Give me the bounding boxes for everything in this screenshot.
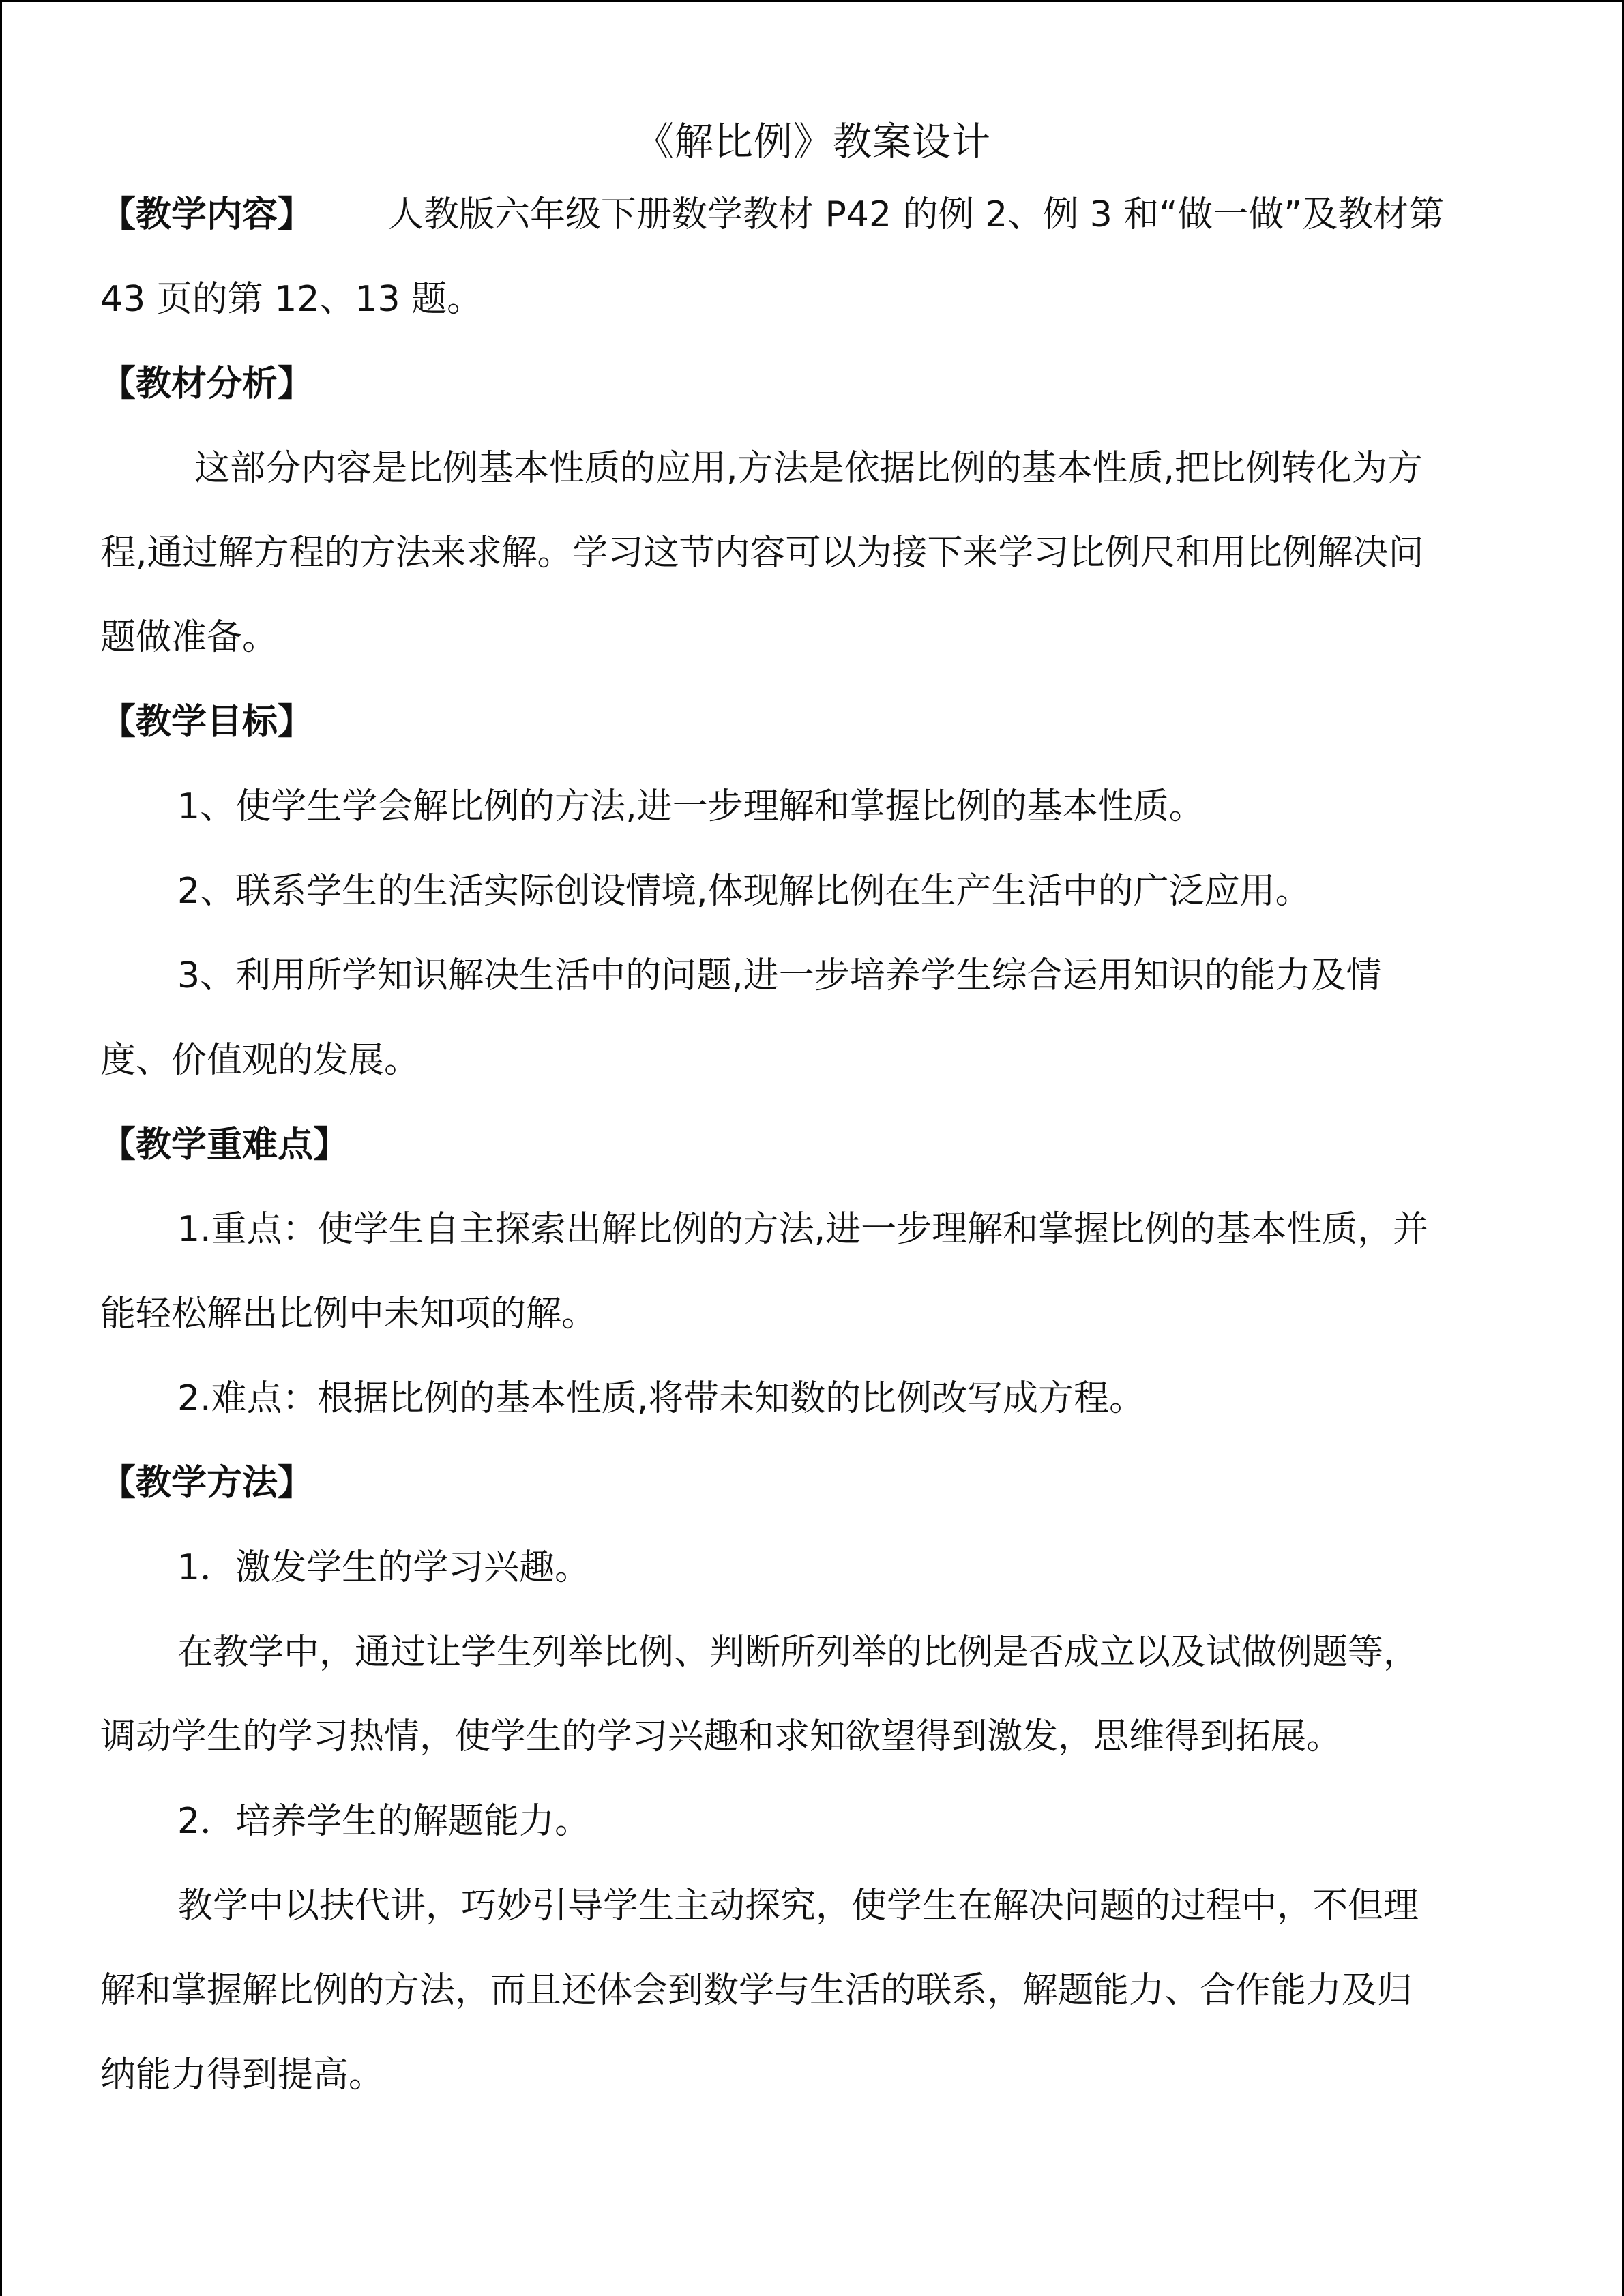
document-title: 《解比例》教案设计 [635,119,991,164]
key-point-2: 2.难点：根据比例的基本性质,将带未知数的比例改写成方程。 [177,1378,1145,1419]
section-heading-analysis: 【教材分析】 [100,363,314,404]
goal-item-2: 2、联系学生的生活实际创设情境,体现解比例在生产生活中的广泛应用。 [177,871,1311,912]
key-point-1-line-1: 1.重点：使学生自主探索出解比例的方法,进一步理解和掌握比例的基本性质，并 [177,1209,1429,1250]
content-text: 人教版六年级下册数学教材 P42 的例 2、例 3 和“做一做”及教材第 [388,194,1445,235]
section-content-line-1 [100,173,1526,257]
goal-item-3-line-2: 度、价值观的发展。 [100,1040,420,1081]
method-2-line-2: 解和掌握解比例的方法，而且还体会到数学与生活的联系，解题能力、合作能力及归 [100,1970,1413,2011]
method-1-line-2: 调动学生的学习热情，使学生的学习兴趣和求知欲望得到激发，思维得到拓展。 [100,1716,1342,1757]
document-body [100,111,1526,2117]
goal-item-1: 1、使学生学会解比例的方法,进一步理解和掌握比例的基本性质。 [177,786,1205,827]
section-heading-methods: 【教学方法】 [100,1463,314,1504]
method-1-title: 1．激发学生的学习兴趣。 [177,1547,591,1588]
section-heading-goals: 【教学目标】 [100,702,314,743]
analysis-line-1: 这部分内容是比例基本性质的应用,方法是依据比例的基本性质,把比例转化为方 [194,448,1423,489]
section-content-line-2: 43 页的第 12、13 题。 [100,279,483,320]
key-point-1-line-2: 能轻松解出比例中未知项的解。 [100,1294,597,1335]
method-2-line-1: 教学中以扶代讲，巧妙引导学生主动探究，使学生在解决问题的过程中，不但理 [177,1885,1419,1926]
section-heading-key-points: 【教学重难点】 [100,1124,349,1165]
method-1-line-1: 在教学中，通过让学生列举比例、判断所列举的比例是否成立以及试做例题等， [177,1632,1419,1673]
analysis-line-3: 题做准备。 [100,617,278,658]
method-2-line-3: 纳能力得到提高。 [100,2055,385,2096]
section-heading-content: 【教学内容】 [100,194,314,235]
goal-item-3-line-1: 3、利用所学知识解决生活中的问题,进一步培养学生综合运用知识的能力及情 [177,955,1382,996]
method-2-title: 2．培养学生的解题能力。 [177,1801,591,1842]
analysis-line-2: 程,通过解方程的方法来求解。学习这节内容可以为接下来学习比例尺和用比例解决问 [100,533,1424,573]
